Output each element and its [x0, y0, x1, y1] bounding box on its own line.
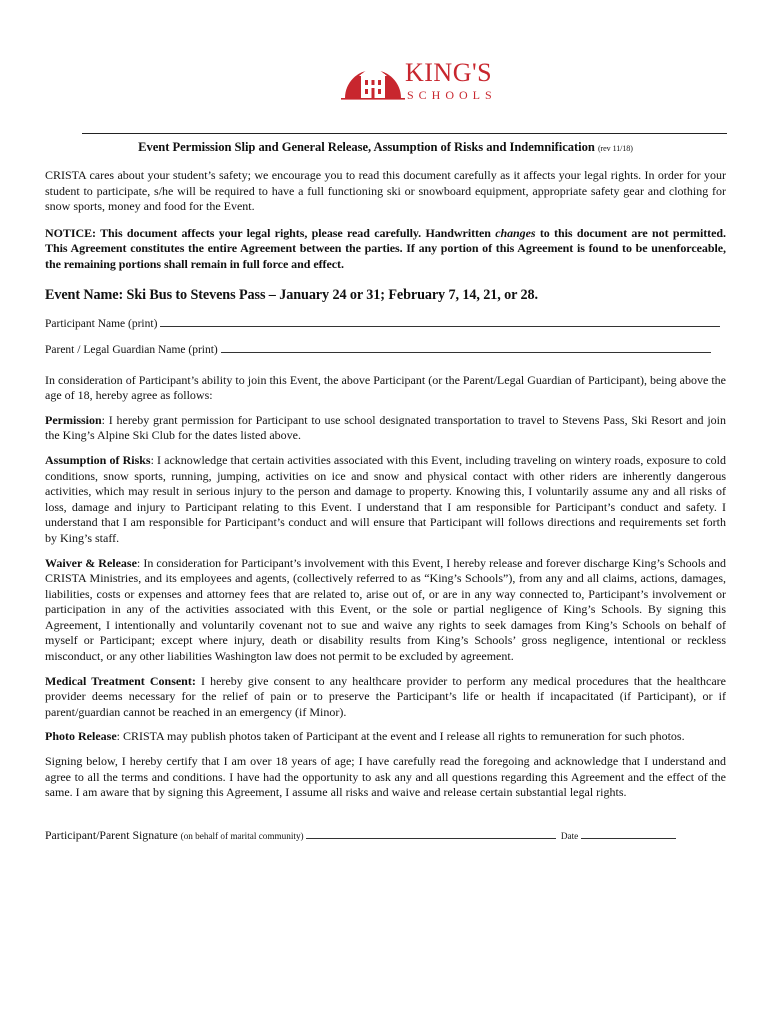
medical-heading: Medical Treatment Consent: — [45, 673, 196, 688]
waiver-heading: Waiver & Release — [45, 555, 137, 570]
photo-text: : CRISTA may publish photos taken of Participant at the event and I release all rights to remuneration for such photos. — [116, 729, 685, 744]
date-label: Date — [560, 830, 581, 841]
signature-note: (on behalf of marital community) — [180, 830, 306, 841]
photo-heading: Photo Release — [45, 729, 117, 744]
risks-heading: Assumption of Risks — [45, 452, 151, 467]
intro-paragraph: CRISTA cares about your student’s safety; we encourage you to read this document carefully as it affects your legal rights. In order for your student to participate, s/he will be required to have a full functioning ski or snowboard equipment, appropriate safety gear and clothing for snow sports, money and food for the Event. — [45, 168, 726, 214]
logo-schools-text: SCHOOLS — [407, 88, 497, 102]
medical-text: I hereby give consent to any healthcare provider to perform any medical procedures that the healthcare provider deems necessary for the relief of pain or to preserve the Participant’s life or health if incapacitated (if Participant), or if parent/guardian cannot be reached in an emergency (if Minor). — [45, 673, 726, 719]
consideration-paragraph: In consideration of Participant’s ability to join this Event, the above Participant (or the Parent/Legal Guardian of Participant), being above the age of 18, hereby agree as follows: — [45, 372, 726, 403]
signature-label: Participant/Parent Signature — [45, 827, 181, 842]
event-name: Event Name: Ski Bus to Stevens Pass – January 24 or 31; February 7, 14, 21, or 28. — [45, 286, 538, 303]
title-revision: (rev 11/18) — [597, 144, 633, 153]
notice-after: to this document are not permitted. This Agreement constitutes the entire Agreement between the parties. If any portion of this Agreement is found to be unenforceable, the remaining portions shall remain in full force and effect. — [45, 225, 726, 271]
signature-row — [45, 828, 726, 843]
participant-name-field[interactable] — [45, 317, 726, 330]
kings-schools-emblem-icon — [339, 50, 529, 116]
header-rule — [82, 133, 727, 134]
guardian-name-label: Parent / Legal Guardian Name (print) — [45, 343, 221, 356]
waiver-paragraph — [45, 556, 726, 665]
medical-paragraph — [45, 674, 726, 721]
kings-schools-logo — [45, 0, 726, 118]
permission-paragraph — [45, 413, 726, 444]
permission-heading: Permission — [45, 412, 102, 427]
guardian-name-line[interactable] — [221, 343, 711, 353]
date-line[interactable] — [581, 830, 676, 839]
logo-kings-text: KING'S — [405, 58, 493, 87]
title-main: Event Permission Slip and General Release, Assumption of Risks and Indemnification — [138, 140, 595, 154]
waiver-text: : In consideration for Participant’s involvement with this Event, I hereby release and forever discharge King’s Schools and CRISTA Ministries, and its employees and agents, (collectively referred to as “King’s Schools”), from any and all claims, actions, damages, liabilities, costs or expenses and attorney fees that are related to, arise out of, or are in any way connected to, Participant’s involvement or participation in any of the activities associated with this Event, or the sole or partial negligence of King’s Schools. By signing this Agreement, I intentionally and voluntarily covenant not to sue and waive any rights to seek damages from King’s Schools on behalf of myself or Participant; except where injury, death or disability results from King’s Schools’ gross negligence, intentional or reckless misconduct, or any other liabilities Washington law does not permit to be excluded by agreement. — [45, 555, 726, 664]
permission-text: : I hereby grant permission for Participant to use school designated transportation to travel to Stevens Pass, Ski Resort and join the King’s Alpine Ski Club for the dates listed above. — [45, 412, 726, 443]
closing-paragraph: Signing below, I hereby certify that I am over 18 years of age; I have carefully read the foregoing and acknowledge that I understand and agree to all the terms and conditions. I have had the opportunity to ask any and all questions regarding this Agreement and the effect of the same. I am aware that by signing this Agreement, I assume all risks and waive and release certain substantial legal rights. — [45, 754, 726, 800]
notice-paragraph — [45, 226, 726, 273]
document-title — [45, 140, 726, 155]
notice-before: NOTICE: This document affects your legal rights, please read carefully. Handwritten — [45, 225, 496, 240]
signature-line[interactable] — [306, 830, 556, 839]
participant-name-line[interactable] — [160, 317, 720, 327]
risks-text: : I acknowledge that certain activities associated with this Event, including traveling on wintery roads, exposure to cold conditions, snow sports, running, jumping, activities on ice and snow and physical contact with other riders are inherently dangerous activities, which may result in serious injury to the person and damage to property. Knowing this, I voluntarily assume any and all risks of loss, damage and injury to Participant relating to this Event. I understand that I am responsible for Participant’s conduct and safety. I understand that I am responsible for Participant’s conduct and will ensure that Participant will follows directions and requirements set forth by King’s staff. — [45, 452, 726, 545]
photo-paragraph — [45, 729, 726, 745]
guardian-name-field[interactable] — [45, 343, 726, 356]
participant-name-label: Participant Name (print) — [45, 317, 161, 330]
notice-emphasis: changes — [495, 225, 536, 240]
risks-paragraph — [45, 453, 726, 547]
